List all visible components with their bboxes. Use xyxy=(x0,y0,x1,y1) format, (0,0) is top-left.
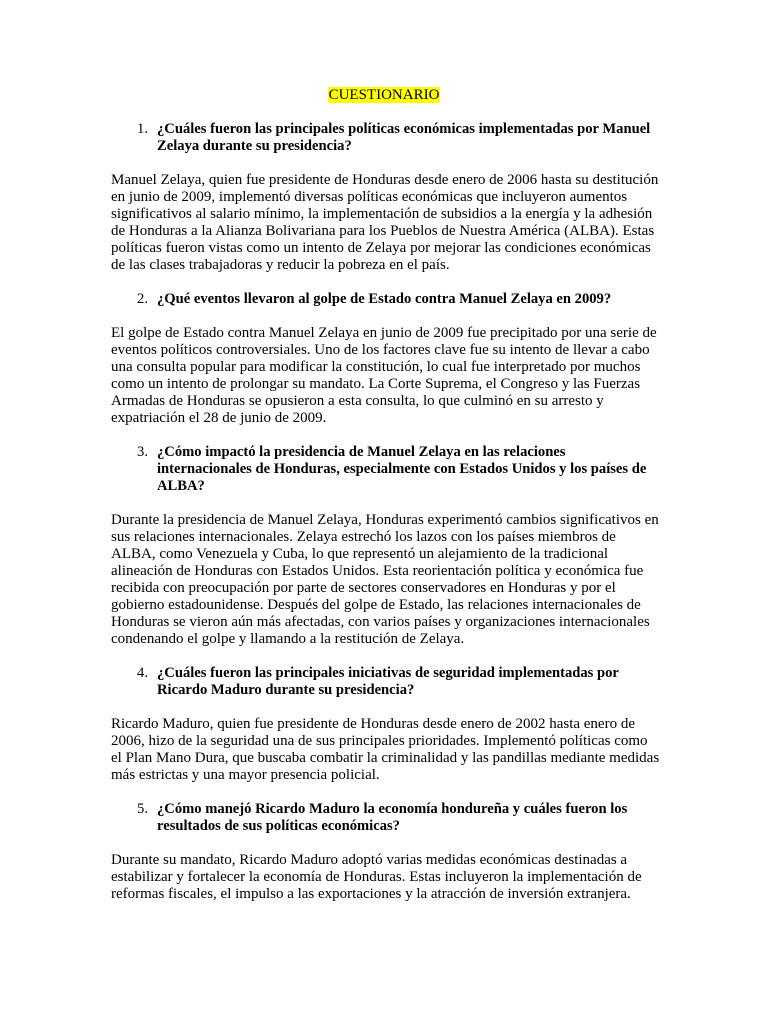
question-number: 1. xyxy=(137,121,148,137)
question-number: 4. xyxy=(137,665,148,681)
question-text: ¿Cuáles fueron las principales iniciativas de seguridad implementadas por Ricardo Maduro durante su presidencia? xyxy=(157,665,619,698)
answer-1: Manuel Zelaya, quien fue presidente de Honduras desde enero de 2006 hasta su destitución en junio de 2009, implementó diversas políticas económicas que incluyeron aumentos significativos al salario mínimo, la implementación de subsidios a la energía y la adhesión de Honduras a la Alianza Bolivariana para los Pueblos de Nuestra América (ALBA). Estas políticas fueron vistas como un intento de Zelaya por mejorar las condiciones económicas de las clases trabajadoras y reducir la pobreza en el país. xyxy=(111,172,659,273)
answer-4: Ricardo Maduro, quien fue presidente de Honduras desde enero de 2002 hasta enero de 2006, hizo de la seguridad una de sus principales prioridades. Implementó políticas como el Plan Mano Dura, que buscaba combatir la criminalidad y las pandillas mediante medidas más estrictas y una mayor presencia policial. xyxy=(111,716,660,783)
title-container xyxy=(0,86,768,104)
answer-5: Durante su mandato, Ricardo Maduro adoptó varias medidas económicas destinadas a estabilizar y fortalecer la economía de Honduras. Estas incluyeron la implementación de reformas fiscales, el impulso a las exportaciones y la atracción de inversión extranjera. xyxy=(111,852,642,902)
question-1 xyxy=(111,121,661,155)
question-3 xyxy=(111,444,661,495)
answer-2: El golpe de Estado contra Manuel Zelaya en junio de 2009 fue precipitado por una serie de eventos políticos controversiales. Uno de los factores clave fue su intento de llevar a cabo una consulta popular para modificar la constitución, lo cual fue interpretado por muchos como un intento de prolongar su mandato. La Corte Suprema, el Congreso y las Fuerzas Armadas de Honduras se opusieron a esta consulta, lo que culminó en su arresto y expatriación el 28 de junio de 2009. xyxy=(111,325,657,426)
answer-3: Durante la presidencia de Manuel Zelaya, Honduras experimentó cambios significativos en sus relaciones internacionales. Zelaya estrechó los lazos con los países miembros de ALBA, como Venezuela y Cuba, lo que representó un alejamiento de la tradicional alineación de Honduras con Estados Unidos. Esta reorientación política y económica fue recibida con preocupación por parte de sectores conservadores en Honduras y por el gobierno estadounidense. Después del golpe de Estado, las relaciones internacionales de Honduras se vieron aún más afectadas, con varios países y organizaciones internacionales condenando el golpe y llamando a la restitución de Zelaya. xyxy=(111,512,659,647)
question-text: ¿Cómo impactó la presidencia de Manuel Zelaya en las relaciones internacionales de Honduras, especialmente con Estados Unidos y los países de ALBA? xyxy=(157,444,647,494)
questionnaire-content xyxy=(111,121,661,903)
question-text: ¿Qué eventos llevaron al golpe de Estado contra Manuel Zelaya en 2009? xyxy=(157,291,612,307)
question-number: 2. xyxy=(137,291,148,307)
question-number: 3. xyxy=(137,444,148,460)
question-text: ¿Cuáles fueron las principales políticas económicas implementadas por Manuel Zelaya durante su presidencia? xyxy=(157,121,651,154)
question-2 xyxy=(111,291,661,308)
question-5 xyxy=(111,801,661,835)
question-text: ¿Cómo manejó Ricardo Maduro la economía hondureña y cuáles fueron los resultados de sus políticas económicas? xyxy=(157,801,628,834)
question-number: 5. xyxy=(137,801,148,817)
document-title: CUESTIONARIO xyxy=(328,87,440,103)
question-4 xyxy=(111,665,661,699)
